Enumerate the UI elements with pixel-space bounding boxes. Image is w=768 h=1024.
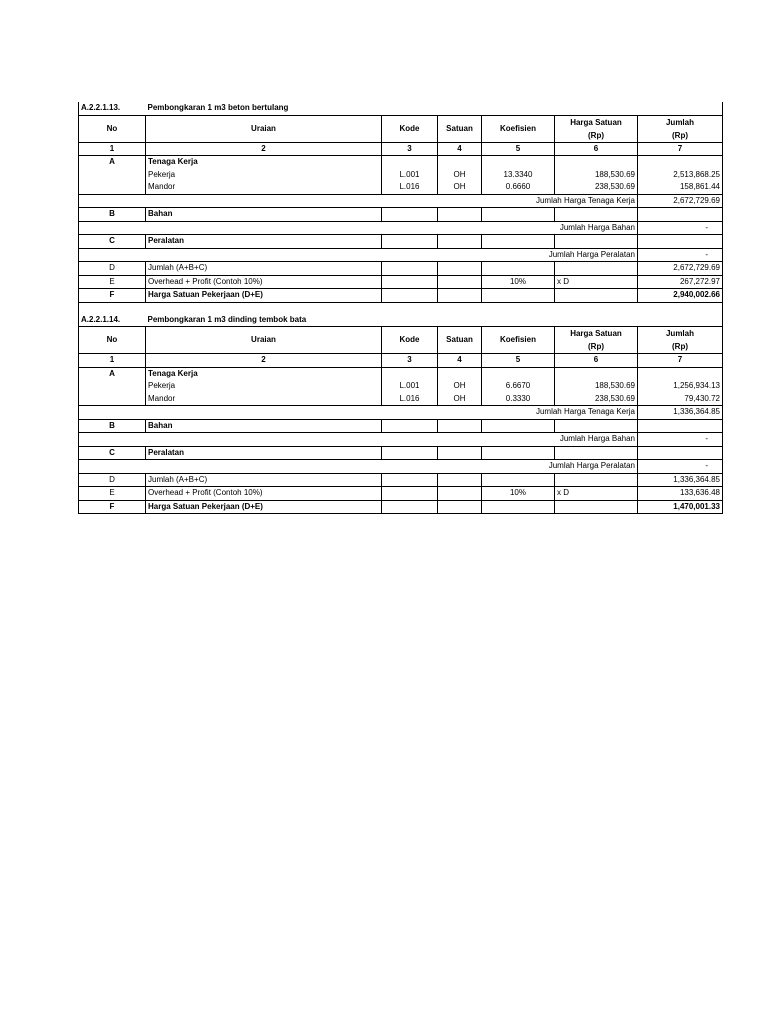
header-jumlah: Jumlah (Rp) bbox=[638, 327, 723, 354]
section-title-row bbox=[79, 314, 723, 327]
subtotal-row: Jumlah Harga Bahan - bbox=[79, 221, 723, 235]
header-kode: Kode bbox=[382, 115, 438, 142]
group-a-row: A Tenaga Kerja bbox=[79, 367, 723, 380]
header-no: No bbox=[79, 327, 146, 354]
header-koefisien: Koefisien bbox=[482, 327, 555, 354]
table-row: Mandor L.016 OH 0.6660 238,530.69 158,861.44 bbox=[79, 181, 723, 194]
subtotal-row: Jumlah Harga Peralatan - bbox=[79, 460, 723, 474]
row-e: E Overhead + Profit (Contoh 10%) 10% x D 133,636.48 bbox=[79, 487, 723, 501]
row-f: F Harga Satuan Pekerjaan (D+E) 1,470,001.33 bbox=[79, 500, 723, 514]
section-2 bbox=[79, 314, 723, 514]
header-no: No bbox=[79, 115, 146, 142]
header-harga-satuan: Harga Satuan (Rp) bbox=[555, 115, 638, 142]
table-row: Pekerja L.001 OH 6.6670 188,530.69 1,256,934.13 bbox=[79, 380, 723, 393]
column-header-row bbox=[79, 115, 723, 142]
group-c-row: C Peralatan bbox=[79, 446, 723, 460]
header-jumlah: Jumlah (Rp) bbox=[638, 115, 723, 142]
header-satuan: Satuan bbox=[438, 327, 482, 354]
subtotal-row: Jumlah Harga Peralatan - bbox=[79, 248, 723, 262]
row-f: F Harga Satuan Pekerjaan (D+E) 2,940,002.66 bbox=[79, 289, 723, 303]
group-b-row: B Bahan bbox=[79, 419, 723, 433]
section-title: Pembongkaran 1 m3 dinding tembok bata bbox=[147, 314, 307, 324]
row-d: D Jumlah (A+B+C) 1,336,364.85 bbox=[79, 473, 723, 487]
group-c-row: C Peralatan bbox=[79, 235, 723, 249]
row-d: D Jumlah (A+B+C) 2,672,729.69 bbox=[79, 262, 723, 276]
table-row: Mandor L.016 OH 0.3330 238,530.69 79,430.72 bbox=[79, 393, 723, 406]
group-b-row: B Bahan bbox=[79, 208, 723, 222]
header-harga-satuan: Harga Satuan (Rp) bbox=[555, 327, 638, 354]
column-number-row: 1 2 3 4 5 6 7 bbox=[79, 354, 723, 368]
section-code: A.2.2.1.14. bbox=[79, 314, 146, 327]
row-e: E Overhead + Profit (Contoh 10%) 10% x D 267,272.97 bbox=[79, 275, 723, 289]
header-koefisien: Koefisien bbox=[482, 115, 555, 142]
header-uraian: Uraian bbox=[146, 115, 382, 142]
section-title: Pembongkaran 1 m3 beton bertulang bbox=[147, 103, 289, 113]
subtotal-row: Jumlah Harga Tenaga Kerja 2,672,729.69 bbox=[79, 194, 723, 208]
column-number-row: 1 2 3 4 5 6 7 bbox=[79, 142, 723, 156]
subtotal-row: Jumlah Harga Bahan - bbox=[79, 433, 723, 447]
section-title-row bbox=[79, 102, 723, 115]
section-code: A.2.2.1.13. bbox=[79, 102, 146, 115]
header-kode: Kode bbox=[382, 327, 438, 354]
table-row: Pekerja L.001 OH 13.3340 188,530.69 2,513,868.25 bbox=[79, 169, 723, 182]
header-uraian: Uraian bbox=[146, 327, 382, 354]
subtotal-row: Jumlah Harga Tenaga Kerja 1,336,364.85 bbox=[79, 406, 723, 420]
column-header-row bbox=[79, 327, 723, 354]
group-a-row: A Tenaga Kerja bbox=[79, 156, 723, 169]
analysis-sheet bbox=[78, 102, 722, 514]
header-satuan: Satuan bbox=[438, 115, 482, 142]
section-1 bbox=[79, 102, 723, 314]
ahsp-table bbox=[78, 102, 723, 514]
